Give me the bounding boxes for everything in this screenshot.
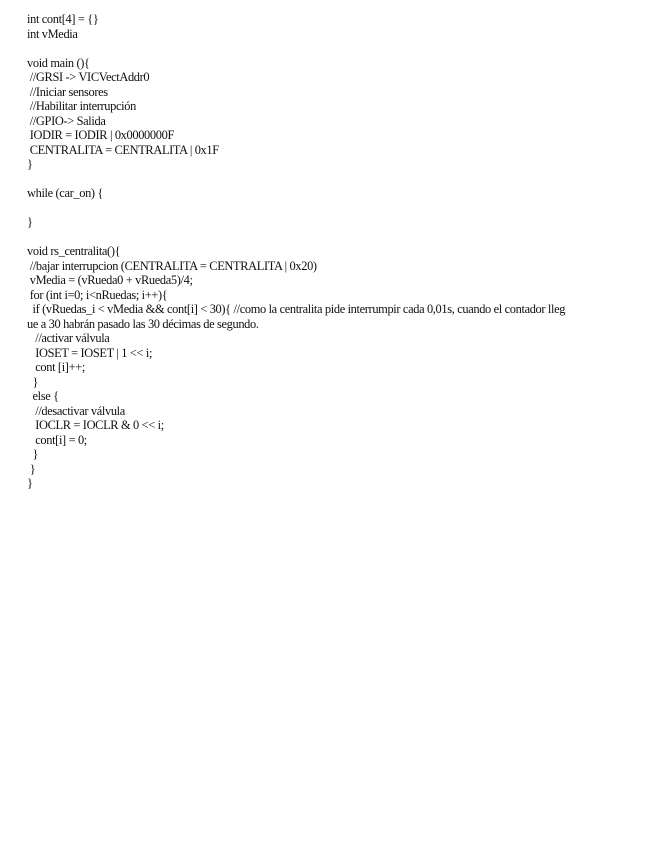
code-line [27,172,632,187]
code-line: IODIR = IODIR | 0x0000000F [27,128,174,142]
code-line: else { [27,389,59,403]
code-line: //desactivar válvula [27,403,125,418]
code-document [27,12,632,491]
code-line: } [27,374,39,389]
code-line: vMedia = (vRueda0 + vRueda5)/4; [27,273,193,287]
code-line: while (car_on) { [27,186,104,200]
code-line: //GPIO-> Salida [27,113,106,128]
code-line: //bajar interrupcion (CENTRALITA = CENTRALITA | 0x20) [27,258,317,273]
code-line: if (vRuedas_i < vMedia && cont[i] < 30){ //como la centralita pide interrumpir cada 0,01s, cuando el contador lleg [27,302,566,316]
code-line: //activar válvula [27,331,110,345]
code-line: ue a 30 habrán pasado las 30 décimas de segundo. [27,316,259,331]
code-line: //GRSI -> VICVectAddr0 [27,70,150,84]
code-line: } [27,157,33,171]
code-line: cont [i]++; [27,360,85,374]
code-line [27,230,632,245]
code-line: IOCLR = IOCLR & 0 << i; [27,418,164,432]
code-line: } [27,447,39,461]
code-line: for (int i=0; i<nRuedas; i++){ [27,287,168,302]
code-line: void rs_centralita(){ [27,244,121,258]
code-line: IOSET = IOSET | 1 << i; [27,345,153,360]
code-line: int cont[4] = {} [27,12,99,26]
code-line: } [27,461,36,476]
code-line: //Habilitar interrupción [27,99,136,113]
code-line: } [27,476,33,490]
code-line: int vMedia [27,26,78,41]
code-line: cont[i] = 0; [27,432,87,447]
code-line [27,41,632,56]
code-line: void main (){ [27,55,90,70]
code-line [27,201,632,216]
code-line: } [27,215,33,229]
code-line: //Iniciar sensores [27,84,108,99]
code-line: CENTRALITA = CENTRALITA | 0x1F [27,142,219,157]
